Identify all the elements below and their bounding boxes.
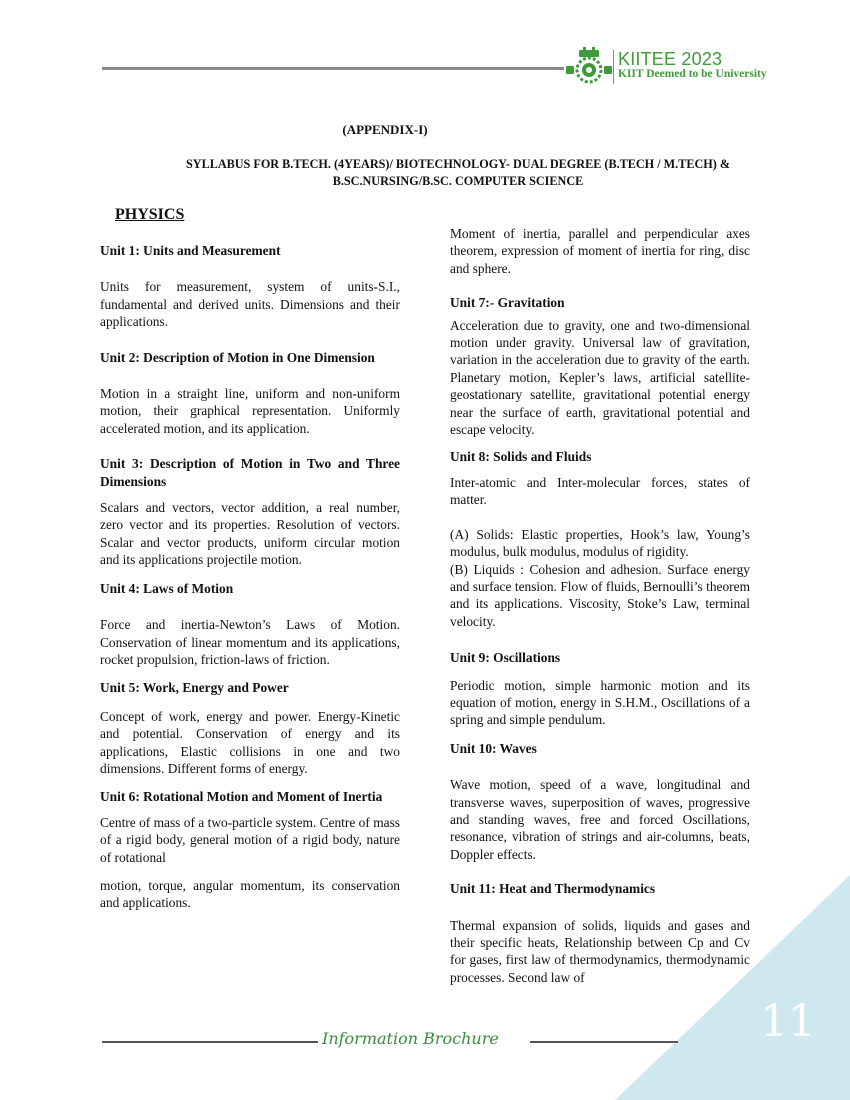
footer-rule-left xyxy=(102,1041,318,1043)
kiit-logo-icon xyxy=(564,46,614,86)
unit-6-body: Centre of mass of a two-particle system. Centre of mass of a rigid body, general motion of a rigid body, nature of rotational xyxy=(100,814,400,865)
unit-5-body: Concept of work, energy and power. Energy-Kinetic and potential. Conservation of energy and its applications, Elastic collisions in one and two dimensions. Different forms of energy. xyxy=(100,708,400,776)
unit-9-body: Periodic motion, simple harmonic motion and its equation of motion, energy in S.H.M., Oscillations of a spring and simple pendulum. xyxy=(450,677,750,728)
brand-subtitle: KIIT Deemed to be University xyxy=(618,68,767,80)
unit-6-continuation: Moment of inertia, parallel and perpendicular axes theorem, expression of moment of inertia for ring, disc and sphere. xyxy=(450,226,750,276)
footer-brochure-label: Information Brochure xyxy=(322,1029,499,1048)
syllabus-title: SYLLABUS FOR B.TECH. (4YEARS)/ BIOTECHNOLOGY- DUAL DEGREE (B.TECH / M.TECH) & B.SC.NURSING/B.SC. COMPUTER SCIENCE xyxy=(185,157,730,188)
unit-1-body: Units for measurement, system of units-S.I., fundamental and derived units. Dimensions and their applications. xyxy=(100,279,400,330)
unit-9-heading: Unit 9: Oscillations xyxy=(450,650,561,666)
unit-10-heading: Unit 10: Waves xyxy=(450,740,537,756)
unit-11-body: Thermal expansion of solids, liquids and gases and their specific heats, Relationship between Cp and Cv for gases, first law of thermodynamics, thermodynamic processes. Second law of xyxy=(450,917,750,985)
unit-3-heading: Unit 3: Description of Motion in Two and Three Dimensions xyxy=(100,456,400,489)
appendix-label: (APPENDIX-I) xyxy=(342,122,428,137)
unit-8-solids: (A) Solids: Elastic properties, Hook’s law, Young’s modulus, bulk modulus, modulus of rigidity. xyxy=(450,526,750,560)
corner-decoration xyxy=(615,875,850,1100)
right-column xyxy=(450,225,750,986)
unit-8-liquids: (B) Liquids : Cohesion and adhesion. Surface energy and surface tension. Flow of fluids, Bernoulli’s theorem and its applications. Viscosity, Stoke’s Law, terminal velocity. xyxy=(450,561,750,629)
brand-divider xyxy=(613,50,614,84)
unit-8-body: Inter-atomic and Inter-molecular forces, states of matter. xyxy=(450,474,750,508)
unit-4-heading: Unit 4: Laws of Motion xyxy=(100,580,234,596)
unit-7-heading: Unit 7:- Gravitation xyxy=(450,295,565,311)
brand-title: KIITEE 2023 xyxy=(618,49,723,69)
unit-5-heading: Unit 5: Work, Energy and Power xyxy=(100,680,289,696)
unit-1-heading: Unit 1: Units and Measurement xyxy=(100,243,281,258)
page-number: 11 xyxy=(760,996,816,1047)
unit-4-body: Force and inertia-Newton’s Laws of Motion. Conservation of linear momentum and its applications, rocket propulsion, friction-laws of friction. xyxy=(100,617,400,667)
unit-10-body: Wave motion, speed of a wave, longitudinal and transverse waves, superposition of waves, progressive and standing waves, free and forced Oscillations, resonance, vibration of strings and air-columns, beats, Doppler effects. xyxy=(450,777,750,862)
unit-6-heading: Unit 6: Rotational Motion and Moment of Inertia xyxy=(100,789,383,805)
unit-7-body: Acceleration due to gravity, one and two-dimensional motion under gravity. Universal law of gravitation, variation in the acceleration due to gravity of the earth. Planetary motion, Kepler’s laws, artificial satellite-geostationary satellite, gravitational potential energy near the surface of earth, gravitational potential and escape velocity. xyxy=(450,317,750,438)
unit-11-heading: Unit 11: Heat and Thermodynamics xyxy=(450,881,656,897)
subject-heading: PHYSICS xyxy=(115,206,185,223)
unit-2-heading: Unit 2: Description of Motion in One Dimension xyxy=(100,349,375,365)
left-column xyxy=(100,242,400,912)
header-rule xyxy=(102,67,564,70)
unit-8-heading: Unit 8: Solids and Fluids xyxy=(450,449,592,465)
footer-rule-right xyxy=(530,1041,678,1043)
unit-3-body: Scalars and vectors, vector addition, a real number, zero vector and its properties. Resolution of vectors. Scalar and vector products, uniform circular motion and its applications projectile motion. xyxy=(100,500,400,568)
unit-2-body: Motion in a straight line, uniform and non-uniform motion, their graphical representation. Uniformly accelerated motion, and its application. xyxy=(100,386,400,436)
unit-6-body-continued: motion, torque, angular momentum, its conservation and applications. xyxy=(100,877,400,911)
